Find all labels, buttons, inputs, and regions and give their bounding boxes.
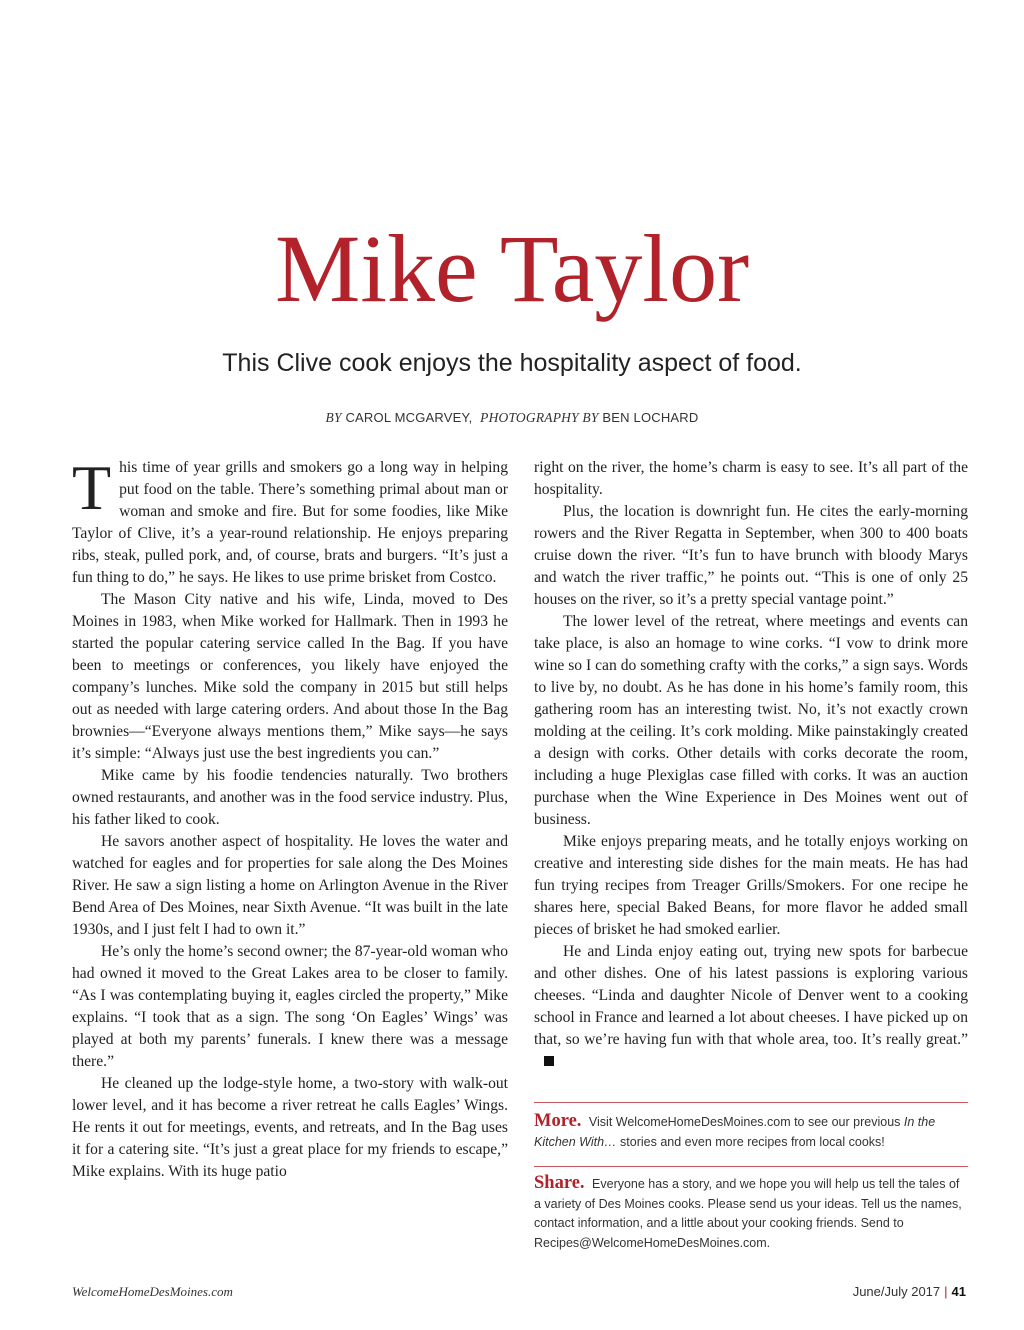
- paragraph-9: Mike enjoys preparing meats, and he totally enjoys working on creative and interesting side dishes for the main meats. He has had fun trying recipes from Treager Grills/Smokers. For one recipe he shares here, special Baked Beans, for more flavor he added small pieces of brisket he had smoked earlier.: [534, 833, 968, 938]
- footer-site: WelcomeHomeDesMoines.com: [72, 1284, 233, 1299]
- footer-issue: [853, 1284, 966, 1299]
- byline-author: CAROL MCGARVEY,: [345, 410, 473, 425]
- footer-separator: |: [944, 1284, 948, 1299]
- paragraph-6: He cleaned up the lodge-style home, a two-story with walk-out lower level, and it has become a river retreat he calls Eagles’ Wings. He rents it out for meetings, events, and retreats, and In the Bag uses it for a catering site. “It’s just a great place for my friends to escape,” Mike explains. With its huge patio: [72, 1075, 508, 1180]
- paragraph-10-text: He and Linda enjoy eating out, trying new spots for barbecue and other dishes. One of his latest passions is exploring various cheeses. “Linda and daughter Nicole of Denver went to a cooking school in France and learned a lot about cheeses. I have picked up on that, so we’re having fun with that whole area, too. It’s really great.”: [534, 943, 968, 1048]
- more-heading: More.: [534, 1111, 582, 1131]
- byline-by-label: BY: [325, 410, 342, 425]
- share-heading: Share.: [534, 1173, 585, 1193]
- paragraph-4: He savors another aspect of hospitality. He loves the water and watched for eagles and for properties for sale along the Des Moines River. He saw a sign listing a home on Arlington Avenue in the River Bend Area of Des Moines, near Sixth Avenue. “It was built in the late 1930s, and I just felt I had to own it.”: [72, 833, 508, 938]
- drop-cap: T: [72, 452, 112, 523]
- paragraph-5: He’s only the home’s second owner; the 87-year-old woman who had owned it moved to the Great Lakes area to be closer to family. “As I was contemplating buying it, eagles circled the property,” Mike explains. “I took that as a sign. The song ‘On Eagles’ Wings’ was played at both my parents’ funerals. I knew there was a message there.”: [72, 943, 508, 1070]
- paragraph-1-text: his time of year grills and smokers go a long way in helping put food on the table. There’s something primal about man or woman and smoke and fire. But for some foodies, like Mike Taylor of Clive, it’s a year-round relationship. He enjoys preparing ribs, steak, pulled pork, and, of course, brats and burgers. “It’s just a fun thing to do,” he says. He likes to use prime brisket from Costco.: [72, 459, 508, 586]
- byline-photographer: BEN LOCHARD: [602, 410, 699, 425]
- more-box: [534, 1112, 968, 1152]
- right-column: [534, 457, 968, 1073]
- left-column: [72, 452, 508, 1183]
- more-italic-series: In the Kitchen With…: [534, 1115, 936, 1149]
- share-text: Everyone has a story, and we hope you will help us tell the tales of a variety of Des Moines cooks. Please send us your ideas. Tell us the names, contact information, and a little about your cooking friends. Send to Recipes@WelcomeHomeDesMoines.com.: [534, 1177, 962, 1250]
- byline: [0, 410, 1024, 426]
- article-title: Mike Taylor: [274, 215, 750, 322]
- byline-photo-label: PHOTOGRAPHY BY: [480, 410, 599, 425]
- paragraph-2: The Mason City native and his wife, Linda, moved to Des Moines in 1983, when Mike worked for Hallmark. Then in 1993 he started the popular catering service called In the Bag. If you have been to meetings or conferences, you likely have enjoyed the company’s lunches. Mike sold the company in 2015 but still helps out as needed with large catering orders. And about those In the Bag brownies—“Everyone always mentions them,” Mike says—he says it’s simple: “Always just use the best ingredients you can.”: [72, 591, 508, 762]
- share-box: [534, 1174, 968, 1253]
- article-subtitle: This Clive cook enjoys the hospitality aspect of food.: [222, 349, 802, 377]
- paragraph-1: [72, 452, 508, 589]
- paragraph-6-continued: right on the river, the home’s charm is easy to see. It’s all part of the hospitality.: [534, 459, 968, 498]
- share-divider: [534, 1166, 968, 1167]
- paragraph-7: Plus, the location is downright fun. He cites the early-morning rowers and the River Regatta in September, when 300 to 400 boats cruise down the river. “It’s fun to have brunch with bloody Marys and watch the river traffic,” he points out. “This is one of only 25 houses on the river, so it’s a pretty special vantage point.”: [534, 503, 968, 608]
- page-number: 41: [951, 1284, 966, 1299]
- more-text-before: Visit WelcomeHomeDesMoines.com to see our previous: [588, 1115, 901, 1129]
- more-text-after: stories and even more recipes from local cooks!: [620, 1134, 885, 1149]
- paragraph-10: [534, 941, 968, 1073]
- more-divider: [534, 1102, 968, 1103]
- footer-issue-date: June/July 2017: [852, 1284, 941, 1299]
- paragraph-8: The lower level of the retreat, where meetings and events can take place, is also an homage to wine corks. “I vow to drink more wine so I can do something crafty with the corks,” a sign says. Words to live by, no doubt. As he has done in his home’s family room, this gathering room has an interesting twist. No, it’s not exactly crown molding at the ceiling. It’s cork molding. Mike painstakingly created a design with corks. Other details with corks decorate the room, including a huge Plexiglas case filled with corks. It was an auction purchase when the Wine Experience in Des Moines went out of business.: [534, 613, 968, 828]
- paragraph-3: Mike came by his foodie tendencies naturally. Two brothers owned restaurants, and another was in the food service industry. Plus, his father liked to cook.: [72, 767, 508, 828]
- end-mark-icon: [544, 1056, 554, 1066]
